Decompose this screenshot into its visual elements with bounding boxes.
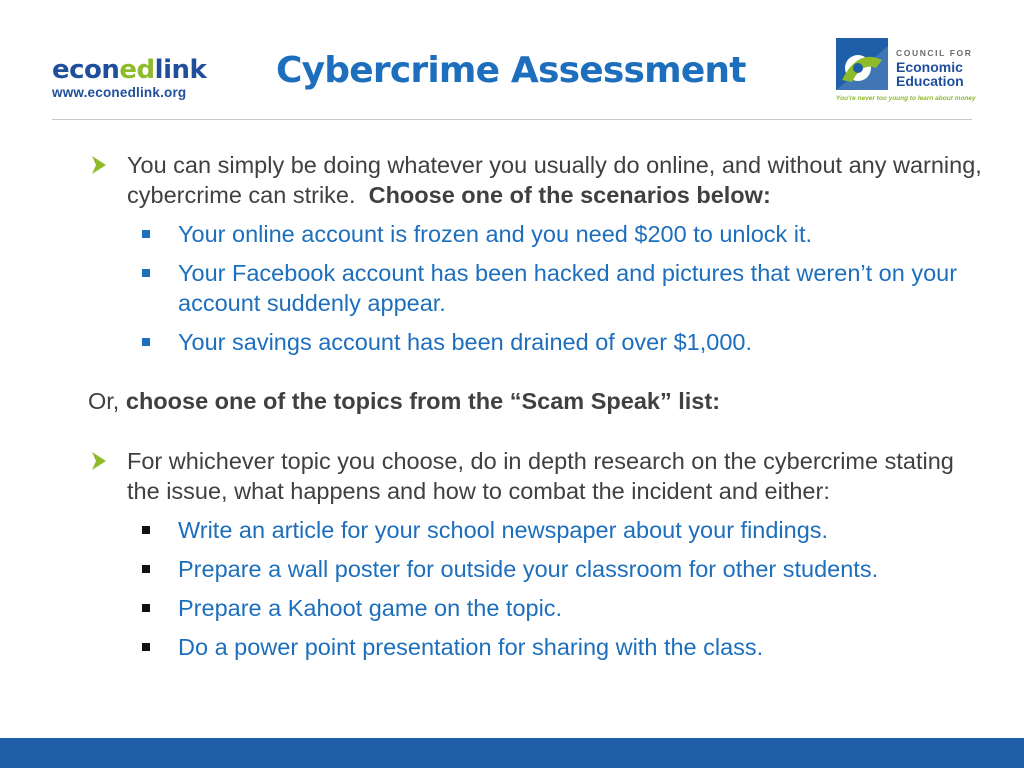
- econedlink-url: www.econedlink.org: [52, 85, 187, 100]
- square-bullet-icon: [142, 604, 150, 612]
- cee-education: Education: [896, 73, 964, 89]
- task-intro-text: For whichever topic you choose, do in depth research on the cybercrime stating the issue, what happens and how to combat the incident and either:: [127, 448, 954, 504]
- cee-council-for: COUNCIL FOR: [896, 48, 973, 58]
- econedlink-wordmark: [52, 56, 206, 84]
- wordmark-econ: econ: [52, 55, 120, 85]
- list-item: [178, 515, 988, 545]
- task-intro: [88, 446, 988, 506]
- scenario-list: [88, 219, 988, 357]
- scenario-intro-bold: Choose one of the scenarios below:: [368, 182, 771, 208]
- square-bullet-icon: [142, 230, 150, 238]
- header-divider: [52, 119, 972, 120]
- footer-bar: [0, 738, 1024, 768]
- list-item: [178, 258, 988, 318]
- arrow-bullet-icon: [88, 154, 110, 176]
- list-item-text: Prepare a Kahoot game on the topic.: [178, 595, 563, 621]
- or-bold: choose one of the topics from the “Scam Speak” list:: [125, 388, 721, 414]
- square-bullet-icon: [142, 643, 150, 651]
- cee-emblem-icon: [836, 38, 888, 102]
- list-item: [178, 593, 988, 623]
- list-item-text: Write an article for your school newspaper about your findings.: [178, 517, 829, 543]
- square-bullet-icon: [142, 565, 150, 573]
- cee-tagline: You're never too young to learn about money: [836, 95, 976, 102]
- list-item-text: Your Facebook account has been hacked and pictures that weren’t on your account suddenly appear.: [178, 260, 958, 316]
- cee-economic: Economic: [896, 59, 963, 75]
- scenario-intro-text: You can simply be doing whatever you usually do online, and without any warning, cybercrime can strike.: [127, 152, 982, 208]
- list-item: [178, 554, 988, 584]
- cee-logo: [836, 38, 976, 108]
- square-bullet-icon: [142, 526, 150, 534]
- list-item-text: Prepare a wall poster for outside your classroom for other students.: [178, 556, 879, 582]
- list-item-text: Your savings account has been drained of over $1,000.: [178, 329, 752, 355]
- arrow-bullet-icon: [88, 450, 110, 472]
- list-item: [178, 632, 988, 662]
- or-line: [88, 386, 988, 416]
- list-item-text: Do a power point presentation for sharing with the class.: [178, 634, 764, 660]
- list-item-text: Your online account is frozen and you need $200 to unlock it.: [178, 221, 813, 247]
- list-item: [178, 219, 988, 249]
- square-bullet-icon: [142, 269, 150, 277]
- wordmark-link: link: [154, 55, 207, 85]
- list-item: [178, 327, 988, 357]
- slide-body: [88, 150, 988, 662]
- or-prefix: Or,: [88, 388, 120, 414]
- square-bullet-icon: [142, 338, 150, 346]
- econedlink-logo: [52, 56, 206, 100]
- task-list: [88, 515, 988, 662]
- page-title: Cybercrime Assessment: [276, 50, 746, 91]
- wordmark-ed: ed: [119, 55, 155, 85]
- scenario-intro: [88, 150, 988, 210]
